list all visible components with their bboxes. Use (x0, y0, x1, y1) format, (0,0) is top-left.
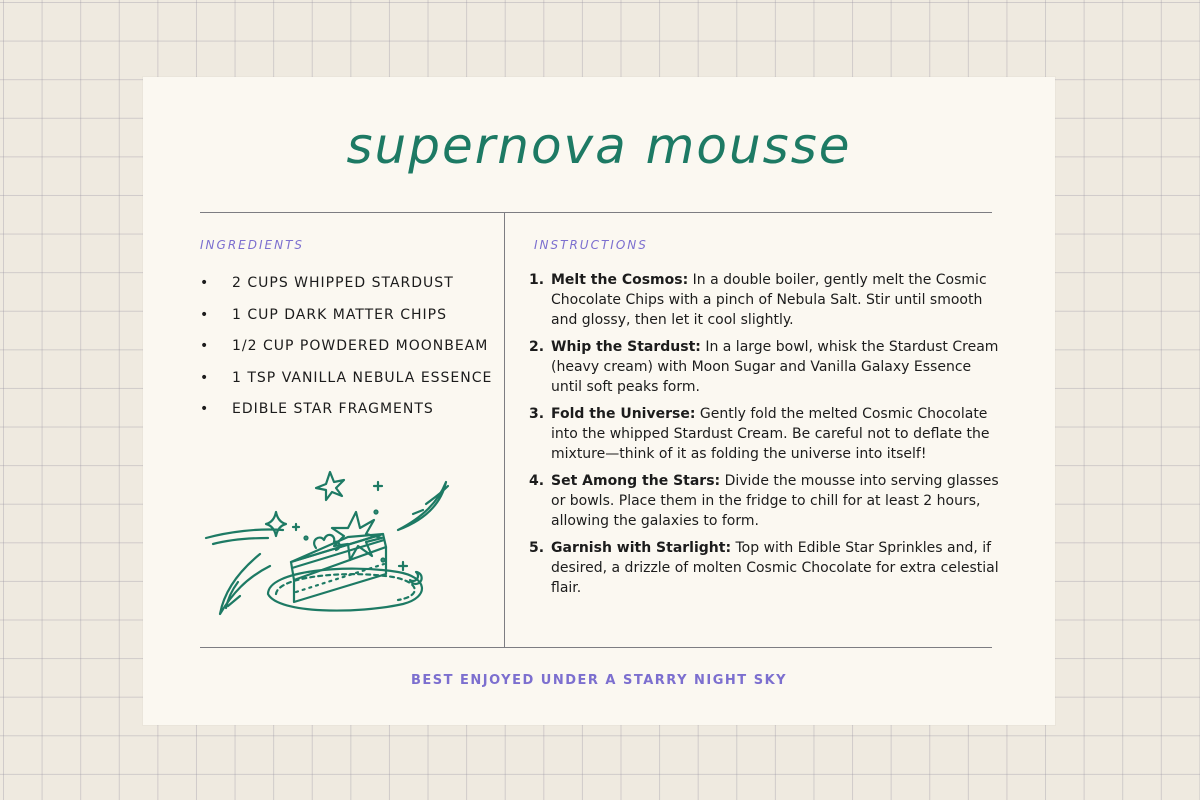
column-divider (504, 212, 505, 647)
instructions-list (529, 270, 1004, 605)
instructions-label: INSTRUCTIONS (534, 238, 648, 252)
recipe-title: supernova mousse (346, 117, 852, 175)
ingredient-item (200, 335, 492, 367)
step-title: Set Among the Stars: (551, 473, 721, 489)
instruction-step (529, 538, 1004, 598)
step-number: 5. (529, 540, 545, 556)
top-divider (200, 212, 992, 213)
step-text: In a large bowl, whisk the Stardust Cream (heavy cream) with Moon Sugar and Vanilla Galaxy Essence until soft peaks form. (551, 339, 999, 395)
footer-tagline: BEST ENJOYED UNDER A STARRY NIGHT SKY (410, 673, 788, 688)
step-title: Whip the Stardust: (551, 339, 701, 355)
step-number: 2. (529, 339, 545, 355)
step-number: 4. (529, 473, 545, 489)
bullet: • (200, 369, 210, 386)
bullet: • (200, 401, 210, 417)
instruction-step (529, 270, 1004, 330)
step-text: Gently fold the melted Cosmic Chocolate into the whipped Stardust Cream. Be careful not to deflate the mixture—think of it as folding the universe into itself! (551, 406, 990, 462)
step-text: Top with Edible Star Sprinkles and, if desired, a drizzle of molten Cosmic Chocolate for extra celestial flair. (551, 540, 999, 596)
step-text: Divide the mousse into serving glasses or bowls. Place them in the fridge to chill for at least 2 hours, allowing the galaxies to form. (551, 473, 999, 529)
step-number: 3. (529, 406, 545, 422)
ingredient-item (200, 398, 492, 430)
bullet: • (200, 275, 210, 291)
step-title: Garnish with Starlight: (551, 540, 732, 556)
recipe-card (143, 77, 1055, 725)
ingredients-list (200, 272, 492, 430)
instruction-step (529, 471, 1004, 531)
ingredients-label: INGREDIENTS (200, 238, 305, 252)
bottom-divider (200, 647, 992, 648)
ingredient-item (200, 272, 492, 304)
bullet: • (200, 338, 210, 354)
ingredient-text: EDIBLE STAR FRAGMENTS (232, 401, 434, 417)
ingredient-item (200, 304, 492, 336)
instruction-step (529, 337, 1004, 397)
ingredient-text: 1 CUP DARK MATTER CHIPS (232, 306, 447, 323)
ingredient-text: 2 CUPS WHIPPED STARDUST (232, 275, 454, 291)
step-title: Fold the Universe: (551, 406, 696, 422)
cake-slice-with-stars-icon (198, 442, 468, 622)
ingredient-item (200, 367, 492, 399)
ingredient-text: 1 TSP VANILLA NEBULA ESSENCE (232, 369, 493, 386)
step-title: Melt the Cosmos: (551, 272, 689, 288)
ingredient-text: 1/2 CUP POWDERED MOONBEAM (232, 338, 489, 354)
step-text: In a double boiler, gently melt the Cosmic Chocolate Chips with a pinch of Nebula Salt. Stir until smooth and glossy, then let it cool slightly. (551, 272, 987, 328)
bullet: • (200, 306, 210, 323)
step-number: 1. (529, 272, 545, 288)
instruction-step (529, 404, 1004, 464)
